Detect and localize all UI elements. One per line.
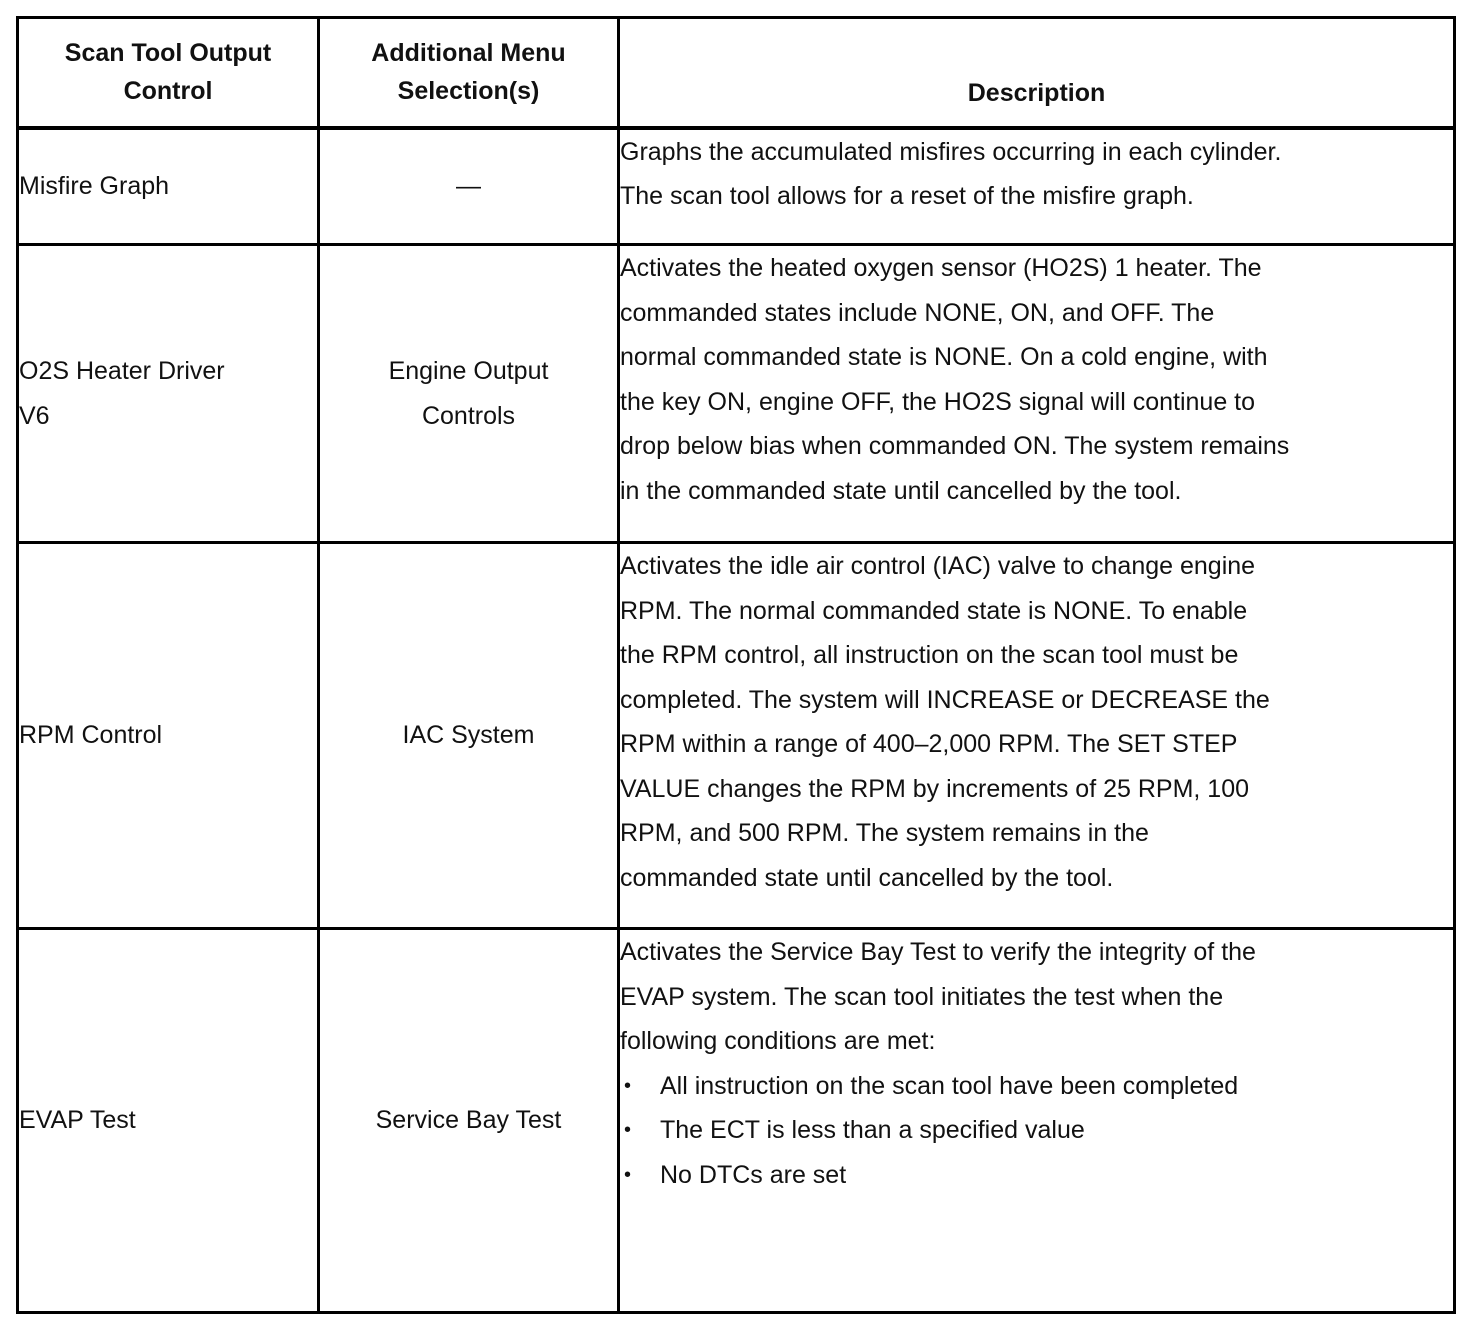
cell-menu xyxy=(319,128,619,245)
header-menu-line: Selection(s) xyxy=(397,77,540,106)
header-control-line: Control xyxy=(123,77,213,106)
document-page xyxy=(16,16,1453,1311)
bullet-icon: • xyxy=(624,1119,632,1141)
control-label: EVAP Test xyxy=(19,1106,136,1135)
bullet-icon: • xyxy=(624,1074,632,1097)
description-line: normal commanded state is NONE. On a cold engine, with xyxy=(620,343,1268,371)
description-line: commanded state until cancelled by the tool. xyxy=(620,863,1114,892)
header-row xyxy=(18,18,1455,128)
list-item-text: All instruction on the scan tool have been completed xyxy=(660,1071,1239,1100)
cell-menu xyxy=(319,543,619,929)
description-line: commanded states include NONE, ON, and OFF. The xyxy=(620,298,1215,327)
header-menu-line: Additional Menu xyxy=(371,39,566,68)
description-line: The scan tool allows for a reset of the misfire graph. xyxy=(620,182,1194,210)
cell-description xyxy=(619,245,1455,543)
table-row xyxy=(18,543,1455,929)
table-row xyxy=(18,929,1455,1313)
description-line: EVAP system. The scan tool initiates the test when the xyxy=(620,982,1224,1011)
cell-menu xyxy=(319,929,619,1313)
control-label: Misfire Graph xyxy=(19,172,170,200)
list-item xyxy=(620,1064,1453,1109)
cell-description xyxy=(619,128,1455,245)
output-controls-table xyxy=(16,16,1456,1314)
description-line: RPM. The normal commanded state is NONE. To enable xyxy=(620,596,1248,625)
control-label: V6 xyxy=(19,401,50,430)
table-row xyxy=(18,128,1455,245)
description-line: RPM, and 500 RPM. The system remains in the xyxy=(620,819,1149,847)
table-row xyxy=(18,245,1455,543)
table-header xyxy=(18,18,1455,128)
cell-control xyxy=(18,245,319,543)
header-description: Description xyxy=(619,18,1455,128)
description-line: in the commanded state until cancelled by the tool. xyxy=(620,476,1182,505)
description-line: VALUE changes the RPM by increments of 25 RPM, 100 xyxy=(620,774,1250,803)
list-item-text: No DTCs are set xyxy=(660,1160,847,1189)
condition-list xyxy=(620,1064,1453,1198)
description-line: Activates the Service Bay Test to verify the integrity of the xyxy=(620,938,1256,966)
bullet-icon: • xyxy=(624,1163,632,1186)
control-label: RPM Control xyxy=(19,721,163,750)
cell-control xyxy=(18,128,319,245)
description-line: Graphs the accumulated misfires occurring in each cylinder. xyxy=(620,137,1282,166)
description-line: Activates the idle air control (IAC) valve to change engine xyxy=(620,552,1256,580)
menu-selection: IAC System xyxy=(402,721,535,750)
cell-control xyxy=(18,929,319,1313)
list-item xyxy=(620,1153,1453,1198)
header-control-line: Scan Tool Output xyxy=(64,39,272,68)
description-line: the RPM control, all instruction on the scan tool must be xyxy=(620,641,1239,669)
description-line: drop below bias when commanded ON. The system remains xyxy=(620,432,1290,460)
description-line: RPM within a range of 400–2,000 RPM. The SET STEP xyxy=(620,730,1238,758)
menu-selection: Service Bay Test xyxy=(375,1106,562,1135)
header-menu xyxy=(319,18,619,128)
header-control xyxy=(18,18,319,128)
cell-control xyxy=(18,543,319,929)
description-line: following conditions are met: xyxy=(620,1027,936,1055)
menu-selection: Controls xyxy=(421,401,516,430)
description-line: completed. The system will INCREASE or DECREASE the xyxy=(620,685,1270,714)
cell-description xyxy=(619,543,1455,929)
list-item-text: The ECT is less than a specified value xyxy=(660,1116,1085,1144)
description-line: Activates the heated oxygen sensor (HO2S) 1 heater. The xyxy=(620,254,1262,282)
cell-menu xyxy=(319,245,619,543)
list-item xyxy=(620,1108,1453,1153)
cell-description xyxy=(619,929,1455,1313)
table-body xyxy=(18,128,1455,1313)
menu-selection: Engine Output xyxy=(388,357,549,385)
menu-selection: — xyxy=(456,172,481,200)
control-label: O2S Heater Driver xyxy=(19,357,225,385)
description-line: the key ON, engine OFF, the HO2S signal will continue to xyxy=(620,387,1256,416)
